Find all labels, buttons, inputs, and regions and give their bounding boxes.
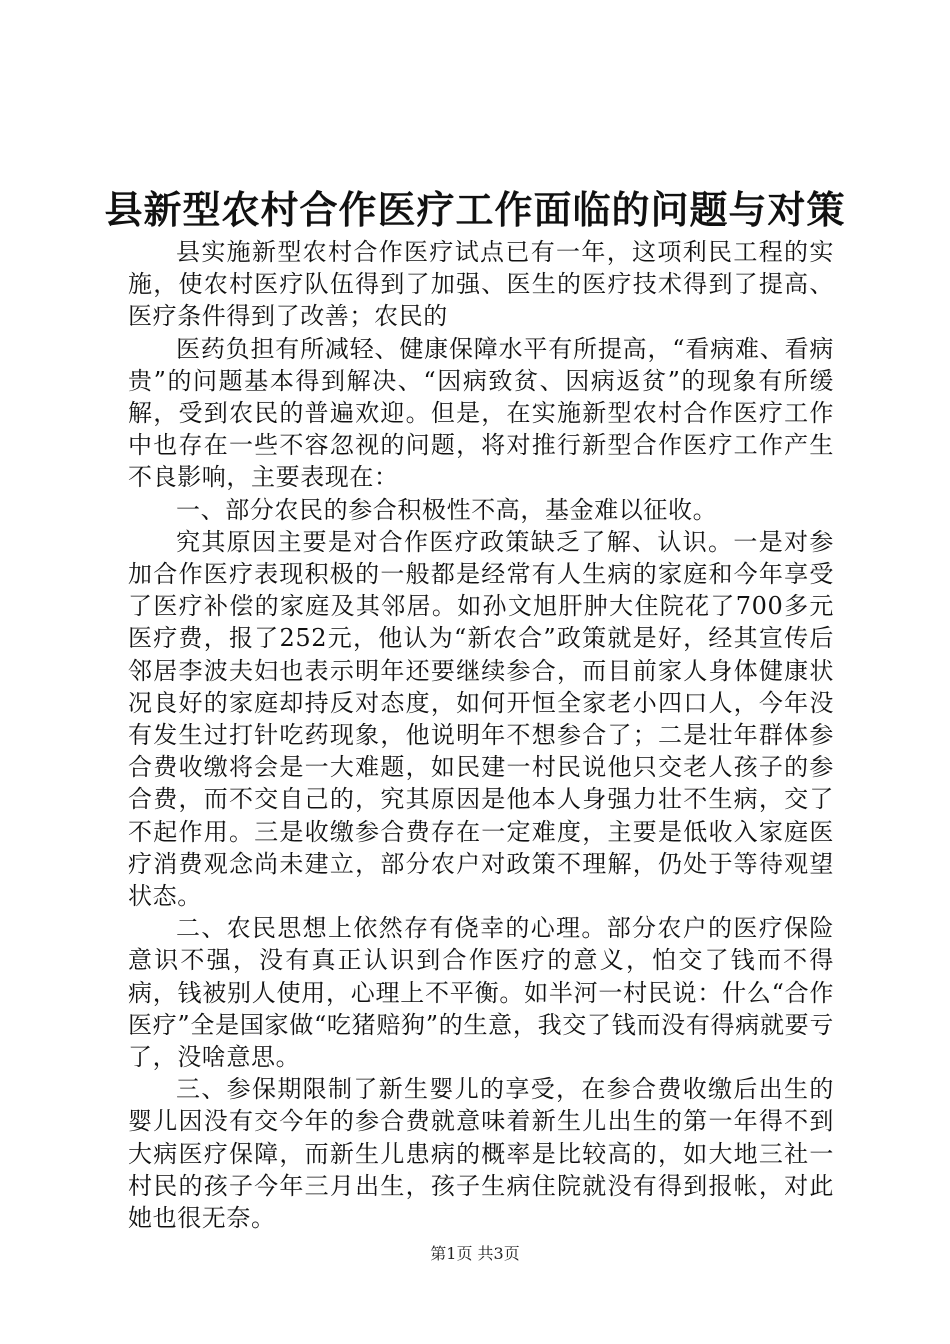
paragraph: 县实施新型农村合作医疗试点已有一年，这项利民工程的实施，使农村医疗队伍得到了加强、医生的医疗技术得到了提高、医疗条件得到了改善；农民的 xyxy=(128,238,834,331)
document-body xyxy=(128,236,834,1234)
paragraph: 究其原因主要是对合作医疗政策缺乏了解、认识。一是对参加合作医疗表现积极的一般都是经常有人生病的家庭和今年享受了医疗补偿的家庭及其邻居。如孙文旭肝肿大住院花了700多元医疗费，报了252元，他认为“新农合”政策就是好，经其宣传后邻居李波夫妇也表示明年还要继续参合，而目前家人身体健康状况良好的家庭却持反对态度，如何开恒全家老小四口人，今年没有发生过打针吃药现象，他说明年不想参合了；二是壮年群体参合费收缴将会是一大难题，如民建一村民说他只交老人孩子的参合费，而不交自己的，究其原因是他本人身强力壮不生病，交了不起作用。三是收缴参合费存在一定难度，主要是低收入家庭医疗消费观念尚未建立，部分农户对政策不理解，仍处于等待观望状态。 xyxy=(128,527,834,911)
document-title: 县新型农村合作医疗工作面临的问题与对策 xyxy=(104,187,846,232)
paragraph-heading-2: 二、农民思想上依然存有侥幸的心理。部分农户的医疗保险意识不强，没有真正认识到合作医疗的意义，怕交了钱而不得病，钱被别人使用，心理上不平衡。如半河一村民说：什么“合作医疗”全是国家做“吃猪赔狗”的生意，我交了钱而没有得病就要亏了，没啥意思。 xyxy=(128,914,834,1072)
page-footer: 第1页 共3页 xyxy=(430,1244,520,1263)
paragraph: 医药负担有所减轻、健康保障水平有所提高，“看病难、看病贵”的问题基本得到解决、“因病致贫、因病返贫”的现象有所缓解，受到农民的普遍欢迎。但是，在实施新型农村合作医疗工作中也存在一些不容忽视的问题，将对推行新型合作医疗工作产生不良影响，主要表现在： xyxy=(128,334,834,492)
paragraph-heading-1: 一、部分农民的参合积极性不高，基金难以征收。 xyxy=(176,495,718,524)
paragraph-heading-3: 三、参保期限制了新生婴儿的享受，在参合费收缴后出生的婴儿因没有交今年的参合费就意味着新生儿出生的第一年得不到大病医疗保障，而新生儿患病的概率是比较高的，如大地三社一村民的孩子今年三月出生，孩子生病住院就没有得到报帐，对此她也很无奈。 xyxy=(128,1075,834,1233)
